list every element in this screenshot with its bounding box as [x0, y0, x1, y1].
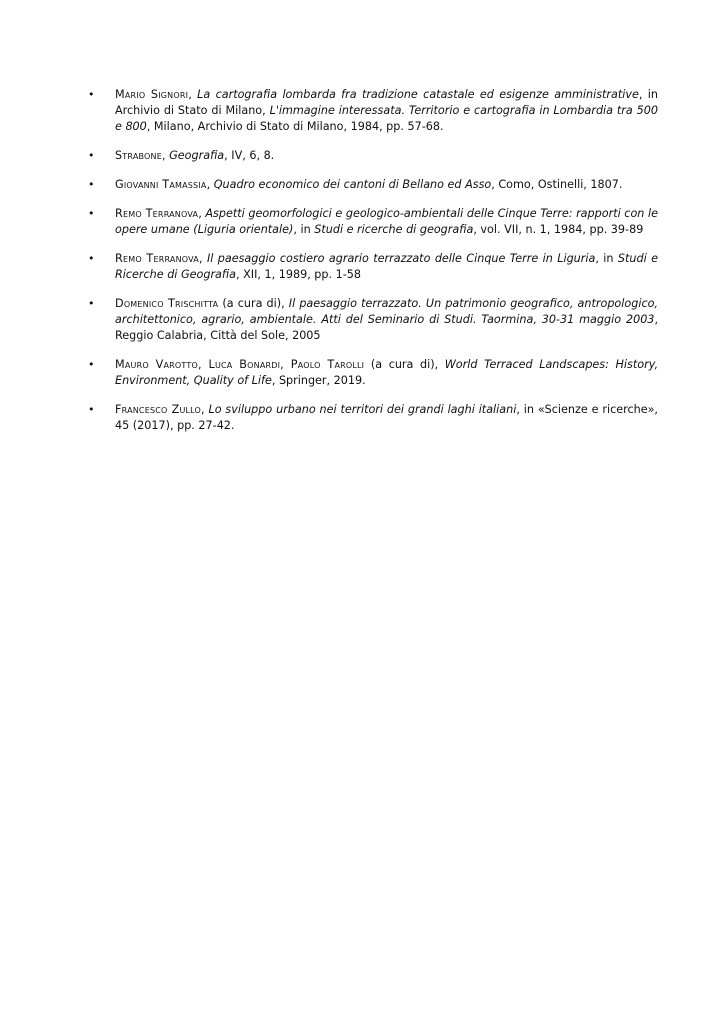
work-title: Geografia	[169, 149, 225, 162]
citation-text: , Milano, Archivio di Stato di Milano, 1984, pp. 57-68.	[146, 120, 444, 133]
author-name: Mario Signori	[115, 88, 189, 101]
work-title: Lo sviluppo urbano nei territori dei grandi laghi italiani	[208, 403, 517, 416]
author-name: Strabone	[115, 149, 162, 162]
citation-text: , vol. VII, n. 1, 1984, pp. 39-89	[473, 223, 644, 236]
work-title: La cartografia lombarda fra tradizione catastale ed esigenze amministrative	[197, 88, 639, 101]
citation-text: , in	[595, 252, 618, 265]
bullet-icon: •	[88, 207, 95, 220]
citation-text: (a cura di),	[364, 358, 445, 371]
citation-text: , in Archivio di Stato di Milano,	[115, 88, 659, 117]
work-title: Aspetti geomorfologici e geologico-ambientali delle Cinque Terre: rapporti con le opere umane (Liguria orientale)	[115, 207, 658, 236]
bullet-icon: •	[88, 403, 95, 416]
work-title: L'immagine interessata. Territorio e cartografia in Lombardia tra 500 e 800	[115, 104, 658, 133]
citation-text: , XII, 1, 1989, pp. 1-58	[236, 268, 362, 281]
author-name: Domenico Trischitta	[115, 297, 219, 310]
work-title: Il paesaggio costiero agrario terrazzato delle Cinque Terre in Liguria	[206, 252, 596, 265]
bibliography-entry	[88, 402, 658, 434]
citation-text: , Como, Ostinelli, 1807.	[491, 178, 623, 191]
citation-text: , Springer, 2019.	[271, 374, 366, 387]
author-name: Remo Terranova	[115, 252, 199, 265]
citation-text: ,	[198, 207, 206, 220]
bullet-icon: •	[88, 178, 95, 191]
bibliography-entry	[88, 177, 658, 193]
author-name: Remo Terranova	[115, 207, 199, 220]
citation-text: ,	[198, 252, 207, 265]
bullet-icon: •	[88, 252, 95, 265]
bibliography-entry	[88, 148, 658, 164]
citation-text: ,	[201, 403, 209, 416]
bibliography-entry	[88, 357, 658, 389]
bibliography-list	[88, 87, 658, 447]
bibliography-entry	[88, 87, 658, 135]
work-title: World Terraced Landscapes: History, Environment, Quality of Life	[115, 358, 659, 387]
citation-text: ,	[188, 88, 198, 101]
citation-text: ,	[161, 149, 170, 162]
citation-text: , Reggio Calabria, Città del Sole, 2005	[115, 313, 658, 342]
citation-text: , in «Scienze e ricerche», 45 (2017), pp. 27-42.	[115, 403, 658, 432]
citation-text: , in	[293, 223, 315, 236]
bibliography-entry	[88, 251, 658, 283]
author-name: Giovanni Tamassia	[115, 178, 207, 191]
work-title: Studi e Ricerche di Geografia	[115, 252, 658, 281]
bibliography-entry	[88, 296, 658, 344]
bibliography-entry	[88, 206, 658, 238]
work-title: Studi e ricerche di geografia	[314, 223, 474, 236]
author-name: Francesco Zullo	[115, 403, 202, 416]
author-name: Mauro Varotto, Luca Bonardi, Paolo Tarolli	[115, 358, 365, 371]
citation-text: ,	[206, 178, 214, 191]
bullet-icon: •	[88, 149, 95, 162]
citation-text: , IV, 6, 8.	[224, 149, 275, 162]
citation-text: (a cura di),	[218, 297, 289, 310]
bullet-icon: •	[88, 358, 95, 371]
bullet-icon: •	[88, 297, 95, 310]
bullet-icon: •	[88, 88, 95, 101]
work-title: Il paesaggio terrazzato. Un patrimonio geografico, antropologico, architettonico, agrario, ambientale. Atti del Seminario di Studi. Taormina, 30-31 maggio 2003	[115, 297, 658, 326]
work-title: Quadro economico dei cantoni di Bellano ed Asso	[213, 178, 492, 191]
